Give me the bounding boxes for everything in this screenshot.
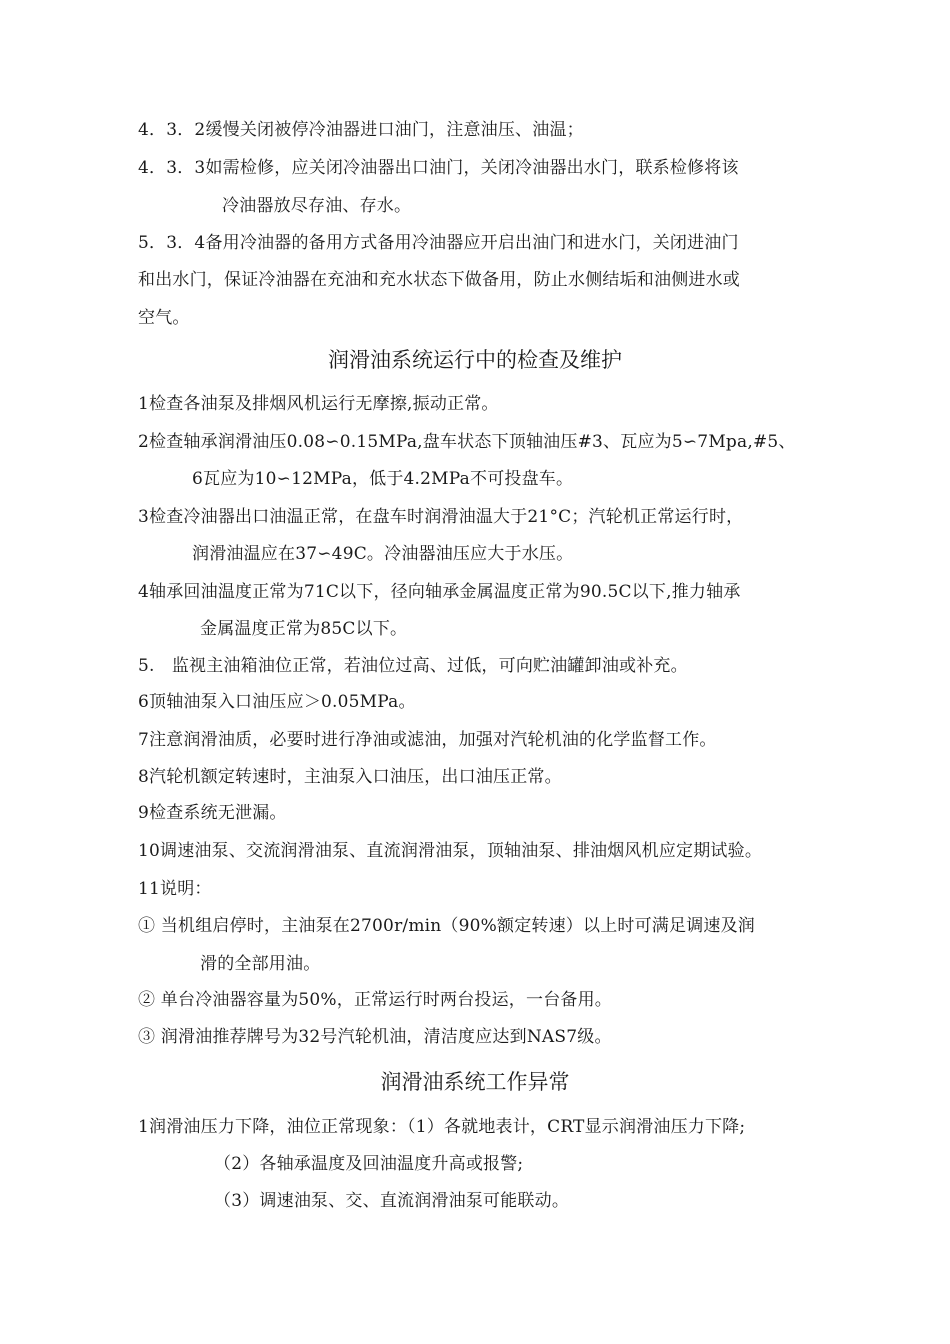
list-item-continuation: （3）调速油泵、交、直流润滑油泵可能联动。 bbox=[214, 1191, 570, 1211]
list-item: 10调速油泵、交流润滑油泵、直流润滑油泵，顶轴油泵、排油烟风机应定期试验。 bbox=[138, 841, 763, 861]
list-item: 6顶轴油泵入口油压应＞0.05MPa。 bbox=[138, 692, 416, 712]
paragraph-line: 和出水门，保证冷油器在充油和充水状态下做备用，防止水侧结垢和油侧进水或 bbox=[138, 270, 740, 290]
list-item-continuation: 滑的全部用油。 bbox=[200, 954, 321, 974]
paragraph-line: 4．3．3如需检修，应关闭冷油器出口油门，关闭冷油器出水门，联系检修将该 bbox=[138, 158, 739, 178]
list-item: 8汽轮机额定转速时，主油泵入口油压，出口油压正常。 bbox=[138, 767, 562, 787]
section-heading-abnormal: 润滑油系统工作异常 bbox=[380, 1070, 570, 1094]
list-item: 5. 监视主油箱油位正常，若油位过高、过低，可向贮油罐卸油或补充。 bbox=[138, 656, 688, 676]
paragraph-line: 空气。 bbox=[138, 308, 190, 328]
paragraph-line: 5．3．4备用冷油器的备用方式备用冷油器应开启出油门和进水门，关闭进油门 bbox=[138, 233, 739, 253]
list-item: ② 单台冷油器容量为50%，正常运行时两台投运，一台备用。 bbox=[138, 990, 612, 1010]
list-item: 11说明： bbox=[138, 879, 212, 899]
section-heading-inspection: 润滑油系统运行中的检查及维护 bbox=[328, 348, 622, 372]
list-item: 9检查系统无泄漏。 bbox=[138, 803, 287, 823]
list-item: ① 当机组启停时，主油泵在2700r/min（90%额定转速）以上时可满足调速及润 bbox=[138, 916, 756, 936]
list-item-continuation: 润滑油温应在37∽49C。冷油器油压应大于水压。 bbox=[192, 544, 574, 564]
list-item-continuation: 金属温度正常为85C以下。 bbox=[200, 619, 408, 639]
list-item-continuation: （2）各轴承温度及回油温度升高或报警; bbox=[214, 1154, 524, 1174]
paragraph-line: 4．3．2缓慢关闭被停冷油器进口油门，注意油压、油温； bbox=[138, 120, 584, 140]
list-item: 7注意润滑油质，必要时进行净油或滤油，加强对汽轮机油的化学监督工作。 bbox=[138, 730, 717, 750]
list-item: 3检查冷油器出口油温正常，在盘车时润滑油温大于21°C；汽轮机正常运行时， bbox=[138, 507, 744, 527]
paragraph-line: 冷油器放尽存油、存水。 bbox=[222, 196, 412, 216]
list-item: ③ 润滑油推荐牌号为32号汽轮机油，清洁度应达到NAS7级。 bbox=[138, 1027, 612, 1047]
list-item: 1润滑油压力下降，油位正常现象：（1）各就地表计，CRT显示润滑油压力下降; bbox=[138, 1117, 746, 1137]
list-item-continuation: 6瓦应为10∽12MPa，低于4.2MPa不可投盘车。 bbox=[192, 469, 574, 489]
list-item: 1检查各油泵及排烟风机运行无摩擦,振动正常。 bbox=[138, 394, 499, 414]
list-item: 4轴承回油温度正常为71C以下，径向轴承金属温度正常为90.5C以下,推力轴承 bbox=[138, 582, 741, 602]
list-item: 2检查轴承润滑油压0.08∽0.15MPa,盘车状态下顶轴油压#3、瓦应为5∽7Mpa,#5、 bbox=[138, 432, 796, 452]
